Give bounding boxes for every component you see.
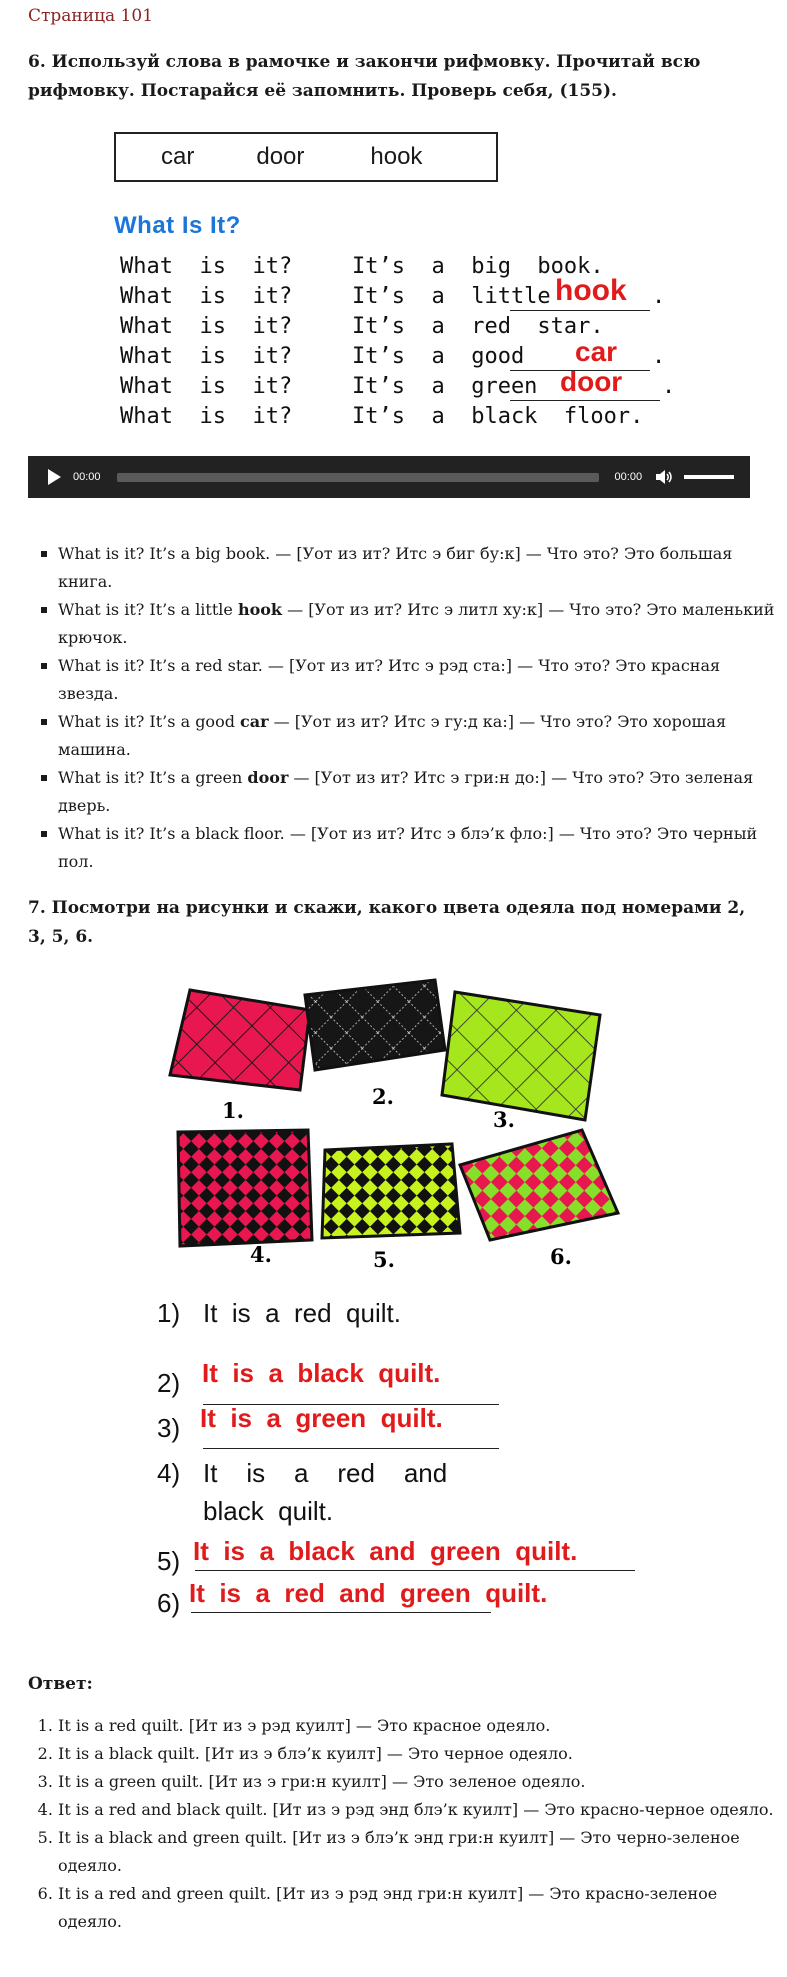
task-7-instructions: 7. Посмотри на рисунки и скажи, какого цвета одеяла под номерами 2, 3, 5, 6. bbox=[28, 898, 746, 947]
quilt-6 bbox=[460, 1130, 618, 1240]
rhyme-question-5: What is it? bbox=[120, 374, 293, 399]
play-icon[interactable] bbox=[48, 469, 61, 485]
quilt-label-2: 2. bbox=[372, 1084, 394, 1109]
answer-text-4: It is a red and bbox=[203, 1458, 448, 1488]
volume-slider[interactable] bbox=[684, 475, 734, 479]
list-item: What is it? It’s a black floor. — [Уот из ит? Итс э блэ’к фло:] — Что это? Это черный пол. bbox=[58, 820, 778, 876]
answer-line-6 bbox=[191, 1612, 491, 1613]
answer-num-1: 1) bbox=[157, 1298, 181, 1328]
answer-num-6: 6) bbox=[157, 1588, 181, 1618]
rhyme-block bbox=[120, 254, 680, 434]
progress-track[interactable] bbox=[117, 473, 599, 482]
rhyme-answer-5: It’s a green bbox=[352, 374, 538, 399]
blank-line-2 bbox=[510, 310, 650, 311]
answer-line-5 bbox=[195, 1570, 635, 1571]
rhyme-question-4: What is it? bbox=[120, 344, 293, 369]
answer-list-item: 3. It is a green quilt. [Ит из э гри:н куилт] — Это зеленое одеяло. bbox=[58, 1768, 778, 1796]
rhyme-end-2: . bbox=[652, 284, 666, 309]
audio-player bbox=[28, 456, 750, 498]
rhyme-answer-3: It’s a red star. bbox=[352, 314, 604, 339]
answer-text-5: It is a black and green quilt. bbox=[193, 1536, 578, 1566]
total-time: 00:00 bbox=[614, 471, 643, 483]
quilts-illustration bbox=[160, 970, 630, 1280]
answer-num-3: 3) bbox=[157, 1413, 181, 1443]
answer-num-4: 4) bbox=[157, 1458, 181, 1488]
page-link[interactable]: Страница 101 bbox=[28, 6, 154, 26]
rhyme-question-3: What is it? bbox=[120, 314, 293, 339]
quilt-1 bbox=[170, 990, 310, 1090]
rhyme-question-1: What is it? bbox=[120, 254, 293, 279]
rhyme-answer-2: It’s a little bbox=[352, 284, 551, 309]
answer-text-3: It is a green quilt. bbox=[200, 1403, 443, 1433]
answer-list-item: 5. It is a black and green quilt. [Ит из э блэ’к энд гри:н куилт] — Это черно-зеленое одеяло. bbox=[58, 1824, 778, 1880]
quilt-2 bbox=[305, 980, 445, 1070]
quilt-label-5: 5. bbox=[373, 1247, 395, 1272]
fill-car: car bbox=[575, 336, 618, 367]
answer-text-6: It is a red and green quilt. bbox=[189, 1578, 548, 1608]
rhyme-answer-6: It’s a black floor. bbox=[352, 404, 644, 429]
fill-hook: hook bbox=[555, 274, 627, 307]
answer-text-2: It is a black quilt. bbox=[202, 1358, 441, 1388]
word-door: door bbox=[256, 143, 305, 170]
rhyme-question-2: What is it? bbox=[120, 284, 293, 309]
answer-heading: Ответ: bbox=[28, 1674, 93, 1694]
rhyme-answer-4: It’s a good bbox=[352, 344, 525, 369]
word-car: car bbox=[161, 143, 195, 170]
task-6-instructions: 6. Используй слова в рамочке и закончи рифмовку. Прочитай всю рифмовку. Постарайся её запомнить. Проверь себя, (155). bbox=[28, 52, 701, 101]
quilt-4 bbox=[178, 1130, 312, 1246]
translation-list bbox=[28, 540, 778, 876]
answer-num-2: 2) bbox=[157, 1368, 181, 1398]
rhyme-title: What Is It? bbox=[114, 212, 241, 239]
answer-list-item: 6. It is a red and green quilt. [Ит из э рэд энд гри:н куилт] — Это красно-зеленое одеяло. bbox=[58, 1880, 778, 1936]
rhyme-end-5: . bbox=[662, 374, 676, 399]
blank-line-5 bbox=[510, 400, 660, 401]
quilt-label-4: 4. bbox=[250, 1242, 272, 1267]
list-item: What is it? It’s a green door — [Уот из ит? Итс э гри:н до:] — Что это? Это зеленая дверь. bbox=[58, 764, 778, 820]
quilt-label-3: 3. bbox=[493, 1107, 515, 1132]
word-box bbox=[114, 132, 498, 182]
answer-list-item: 1. It is a red quilt. [Ит из э рэд куилт] — Это красное одеяло. bbox=[58, 1712, 778, 1740]
rhyme-end-4: . bbox=[652, 344, 666, 369]
list-item: What is it? It’s a red star. — [Уот из ит? Итс э рэд ста:] — Что это? Это красная звезда. bbox=[58, 652, 778, 708]
answer-num-5: 5) bbox=[157, 1546, 181, 1576]
answer-list-item: 2. It is a black quilt. [Ит из э блэ’к куилт] — Это черное одеяло. bbox=[58, 1740, 778, 1768]
quilt-5 bbox=[322, 1144, 460, 1238]
volume-icon[interactable] bbox=[656, 469, 674, 485]
list-item: What is it? It’s a good car — [Уот из ит? Итс э гу:д ка:] — Что это? Это хорошая машина. bbox=[58, 708, 778, 764]
word-hook: hook bbox=[370, 143, 423, 170]
rhyme-answer-1: It’s a big book. bbox=[352, 254, 604, 279]
answer-text-4b: black quilt. bbox=[203, 1496, 334, 1526]
current-time: 00:00 bbox=[73, 471, 101, 483]
answer-list bbox=[28, 1712, 778, 1936]
quilt-3 bbox=[442, 992, 600, 1120]
list-item: What is it? It’s a big book. — [Уот из ит? Итс э биг бу:к] — Что это? Это большая книга. bbox=[58, 540, 778, 596]
list-item: What is it? It’s a little hook — [Уот из ит? Итс э литл ху:к] — Что это? Это маленький крючок. bbox=[58, 596, 778, 652]
quilt-label-1: 1. bbox=[222, 1098, 244, 1123]
answer-list-item: 4. It is a red and black quilt. [Ит из э рэд энд блэ’к куилт] — Это красно-черное одеяло. bbox=[58, 1796, 778, 1824]
fill-door: door bbox=[560, 366, 623, 397]
answer-text-1: It is a red quilt. bbox=[203, 1298, 401, 1328]
quilt-label-6: 6. bbox=[550, 1244, 572, 1269]
answer-line-3 bbox=[203, 1448, 499, 1449]
quilt-answers bbox=[155, 1298, 735, 1628]
rhyme-question-6: What is it? bbox=[120, 404, 293, 429]
